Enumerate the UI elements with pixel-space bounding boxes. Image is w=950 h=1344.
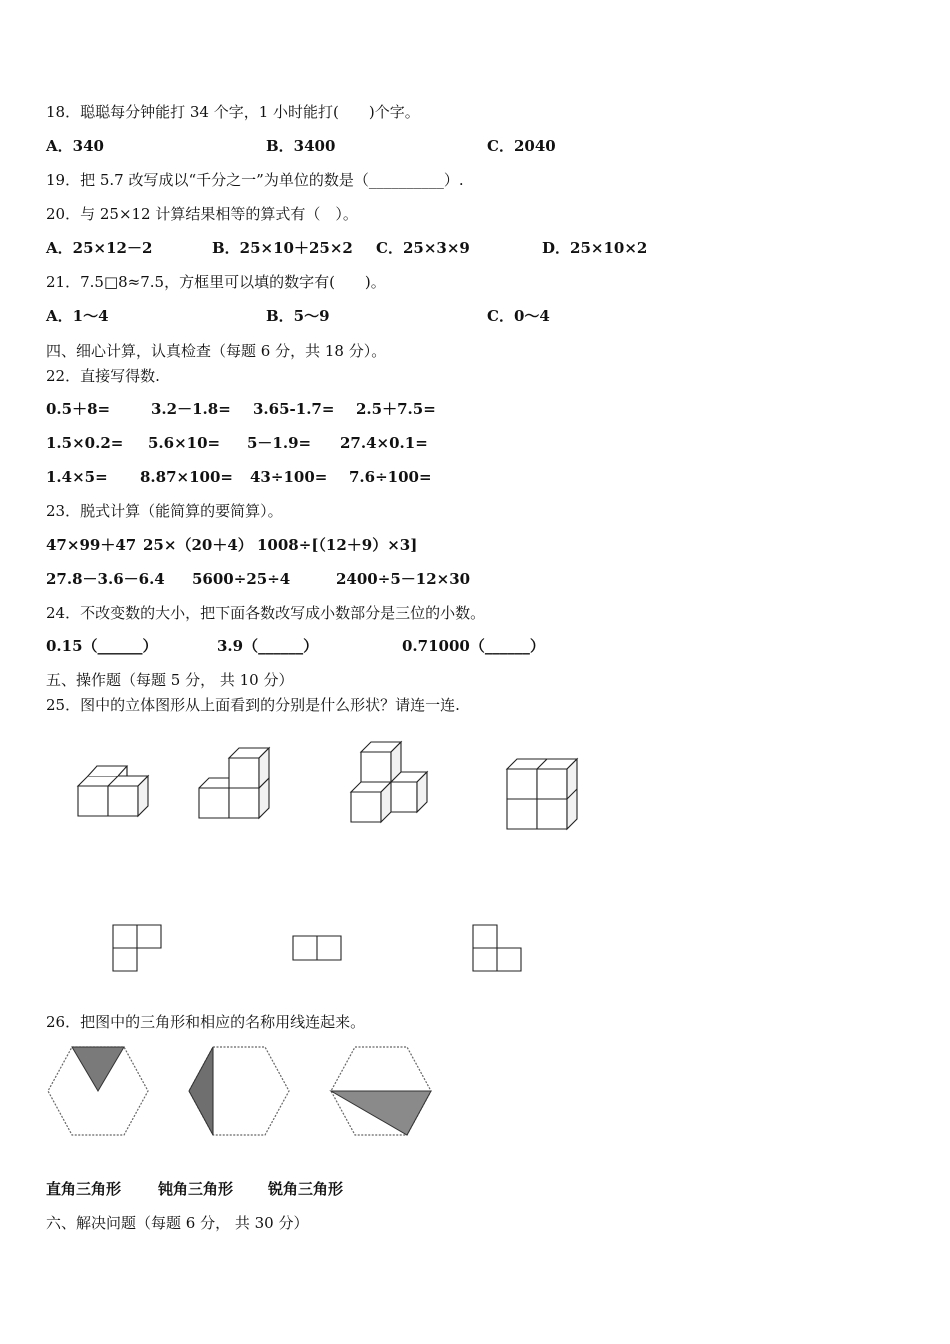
- top-view-2[interactable]: [292, 935, 344, 963]
- q20-stem: 20．与 25×12 计算结果相等的算式有（ ）。: [46, 205, 358, 223]
- q22-item: 7.6÷100=: [349, 468, 432, 486]
- q22-item: 27.4×0.1=: [340, 434, 428, 452]
- hexagon-triangle-1[interactable]: [46, 1045, 150, 1137]
- section5-title: 五、操作题（每题 5 分， 共 10 分）: [46, 671, 294, 689]
- q24-item: 3.9（______）: [217, 637, 319, 655]
- q20-option-d[interactable]: D．25×10×2: [542, 239, 648, 257]
- q22-item: 0.5＋8=: [46, 400, 111, 418]
- q24-item: 0.15（______）: [46, 637, 158, 655]
- q21-option-c[interactable]: C．0～4: [487, 307, 550, 325]
- q21-option-a[interactable]: A．1～4: [46, 307, 109, 325]
- solid-figure-1[interactable]: [74, 764, 154, 820]
- triangle-name-obtuse[interactable]: 钝角三角形: [158, 1180, 234, 1198]
- top-view-1[interactable]: [112, 924, 164, 974]
- triangle-name-right[interactable]: 直角三角形: [46, 1180, 122, 1198]
- q18-option-b[interactable]: B．3400: [266, 137, 336, 155]
- q23-item: 47×99＋47: [46, 536, 137, 554]
- q20-option-a[interactable]: A．25×12－2: [46, 239, 153, 257]
- top-view-3[interactable]: [472, 924, 524, 974]
- solid-figure-4[interactable]: [503, 755, 583, 833]
- section4-title: 四、细心计算，认真检查（每题 6 分，共 18 分）。: [46, 342, 387, 360]
- q25-stem: 25．图中的立体图形从上面看到的分别是什么形状？请连一连.: [46, 696, 460, 714]
- q22-item: 2.5＋7.5=: [356, 400, 436, 418]
- q21-stem: 21．7.5□8≈7.5，方框里可以填的数字有( )。: [46, 273, 386, 291]
- triangle-name-acute[interactable]: 锐角三角形: [268, 1180, 344, 1198]
- q22-stem: 22．直接写得数.: [46, 367, 160, 385]
- solid-figure-2[interactable]: [195, 746, 275, 822]
- q24-item: 0.71000（______）: [402, 637, 545, 655]
- q20-option-b[interactable]: B．25×10＋25×2: [212, 239, 353, 257]
- q22-item: 5－1.9=: [247, 434, 312, 452]
- q22-item: 3.65-1.7=: [253, 400, 335, 418]
- q26-stem: 26．把图中的三角形和相应的名称用线连起来。: [46, 1013, 366, 1031]
- q23-item: 5600÷25÷4: [192, 570, 291, 588]
- q23-item: 2400÷5－12×30: [336, 570, 471, 588]
- q22-item: 8.87×100=: [140, 468, 233, 486]
- q22-item: 43÷100=: [250, 468, 328, 486]
- q22-item: 1.4×5=: [46, 468, 108, 486]
- q22-item: 3.2－1.8=: [151, 400, 231, 418]
- q23-stem: 23．脱式计算（能简算的要简算）。: [46, 502, 283, 520]
- q24-stem: 24．不改变数的大小，把下面各数改写成小数部分是三位的小数。: [46, 604, 486, 622]
- hexagon-triangle-2[interactable]: [187, 1045, 291, 1137]
- q22-item: 5.6×10=: [148, 434, 221, 452]
- q21-option-b[interactable]: B．5～9: [266, 307, 330, 325]
- q23-item: 25×（20＋4）: [143, 536, 253, 554]
- q18-option-a[interactable]: A．340: [46, 137, 104, 155]
- q22-item: 1.5×0.2=: [46, 434, 124, 452]
- hexagon-triangle-3[interactable]: [329, 1045, 433, 1137]
- section6-title: 六、解决问题（每题 6 分， 共 30 分）: [46, 1214, 309, 1232]
- solid-figure-3[interactable]: [347, 740, 437, 826]
- q19-stem: 19．把 5.7 改写成以“千分之一”为单位的数是（__________）.: [46, 171, 464, 189]
- q23-item: 1008÷[（12＋9）×3]: [257, 536, 418, 554]
- q23-item: 27.8－3.6－6.4: [46, 570, 165, 588]
- q18-option-c[interactable]: C．2040: [487, 137, 556, 155]
- q20-option-c[interactable]: C．25×3×9: [376, 239, 470, 257]
- q18-stem: 18．聪聪每分钟能打 34 个字，1 小时能打( )个字。: [46, 103, 420, 121]
